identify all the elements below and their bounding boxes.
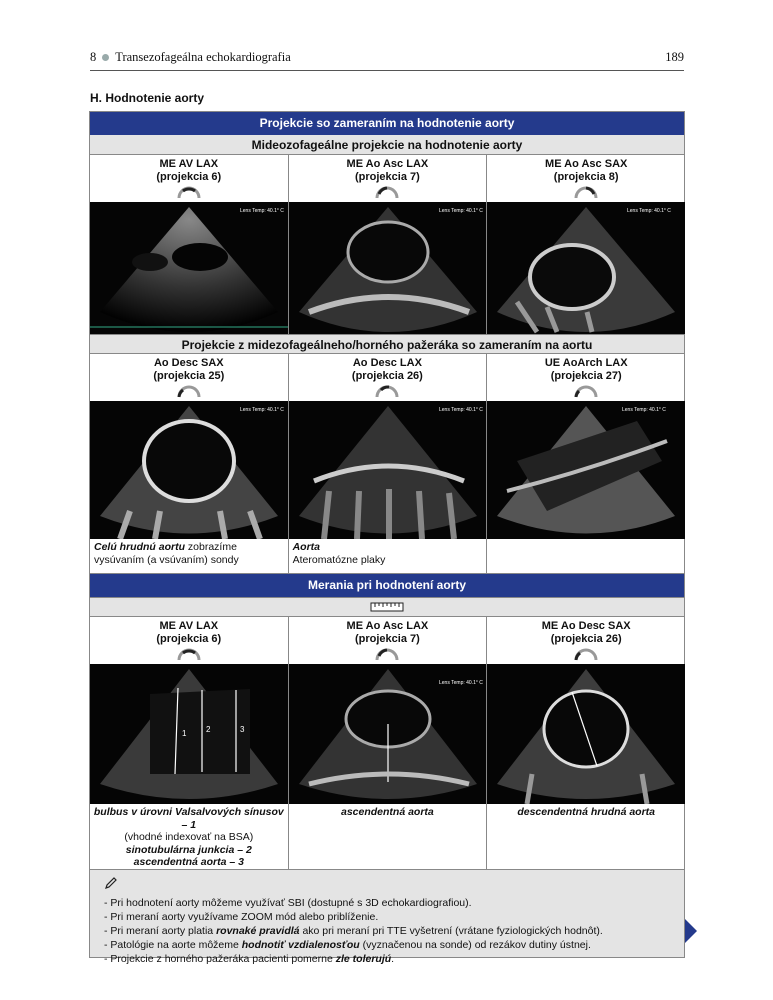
view-projection: (projekcia 26) <box>550 633 622 645</box>
probe-angle-icon <box>375 186 399 199</box>
view-projection: (projekcia 25) <box>153 370 225 382</box>
note-item: - Pri hodnotení aorty môžeme využívať SBI (dostupné s 3D echokardiografiou). <box>104 896 670 910</box>
echo-image <box>289 401 487 539</box>
view-cell <box>487 354 685 573</box>
caption-bold: Aorta <box>292 541 321 553</box>
group2-title: Projekcie z midezofageálneho/horného pažeráka so zameraním na aortu <box>90 334 684 354</box>
measure-caption <box>90 804 288 869</box>
caption <box>289 539 487 573</box>
probe-angle-icon <box>177 186 201 199</box>
view-projection: (projekcia 7) <box>354 633 420 645</box>
measure-caption <box>289 804 487 819</box>
section-title: H. Hodnotenie aorty <box>90 91 205 105</box>
measure-label: 3 <box>240 725 245 734</box>
measure-label: 1 <box>182 729 187 738</box>
caption-bold: Celú hrudnú aortu <box>94 541 185 553</box>
measure-label: 2 <box>206 725 211 734</box>
view-projection: (projekcia 27) <box>550 370 622 382</box>
view-projection: (projekcia 26) <box>351 370 423 382</box>
caption-bold: descendentná hrudná aorta <box>517 806 656 818</box>
echo-image <box>487 664 685 804</box>
lens-temp-label: Lens Temp: 40.1° C <box>438 680 483 686</box>
group1-row <box>90 155 684 334</box>
view-name: ME AV LAX <box>159 620 219 632</box>
view-name: ME Ao Asc SAX <box>545 158 628 170</box>
view-cell <box>487 155 685 334</box>
view-projection: (projekcia 7) <box>354 171 420 183</box>
view-name: UE AoArch LAX <box>544 357 628 369</box>
caption <box>487 539 685 573</box>
caption-text: (vhodné indexovať na BSA) <box>124 831 254 843</box>
note-emphasis: zle tolerujú <box>335 952 392 965</box>
lens-temp-label: Lens Temp: 40.1° C <box>240 407 284 413</box>
note-item: - Pri meraní aorty využívame ZOOM mód alebo priblíženie. <box>104 910 670 924</box>
note-text: (vyznačenou na sonde) od rezákov dutiny ústnej. <box>359 938 591 951</box>
note-text: Projekcie z horného pažeráka pacienti pomerne <box>110 952 336 965</box>
ruler-icon <box>370 601 404 613</box>
lens-temp-label: Lens Temp: 40.1° C <box>627 208 672 214</box>
notes-box <box>90 869 684 965</box>
echo-image <box>90 401 288 539</box>
view-cell <box>90 155 289 334</box>
lens-temp-label: Lens Temp: 40.1° C <box>240 208 284 214</box>
probe-angle-icon <box>177 385 201 398</box>
chapter-title: Transezofageálna echokardiografia <box>115 50 291 64</box>
view-cell <box>90 617 289 869</box>
echo-image <box>289 202 487 334</box>
caption <box>90 539 288 573</box>
measure-title: Merania pri hodnotení aorty <box>90 574 684 597</box>
probe-angle-icon <box>574 186 598 199</box>
view-name: Ao Desc LAX <box>352 357 422 369</box>
ruler-bar <box>90 597 684 617</box>
page-marker-arrow <box>685 919 697 943</box>
group2-row <box>90 354 684 574</box>
lens-temp-label: Lens Temp: 40.1° C <box>438 407 483 413</box>
echo-image <box>487 401 685 539</box>
note-text: . <box>391 952 395 965</box>
running-title <box>90 50 291 65</box>
view-cell <box>90 354 289 573</box>
page-number: 189 <box>665 50 684 64</box>
measure-caption <box>487 804 685 819</box>
pencil-icon <box>104 876 118 890</box>
lens-temp-label: Lens Temp: 40.1° C <box>438 208 483 214</box>
note-emphasis: rovnaké pravidlá <box>216 924 300 937</box>
aorta-table <box>89 111 685 965</box>
caption-text: zobrazíme vysúvaním (a vsúvaním) sondy <box>94 541 239 566</box>
note-text: ako pri meraní pri TTE vyšetrení (vrátane fyziologických hodnôt). <box>299 924 603 937</box>
probe-angle-icon <box>574 385 598 398</box>
probe-angle-icon <box>375 648 399 661</box>
note-item <box>104 924 670 938</box>
view-cell <box>487 617 685 869</box>
note-text: Patológie na aorte môžeme <box>110 938 242 951</box>
view-cell <box>289 617 488 869</box>
probe-angle-icon <box>375 385 399 398</box>
note-item <box>104 938 670 952</box>
caption-bold: bulbus v úrovni Valsalvových sínusov – 1 <box>93 806 284 831</box>
note-item <box>104 952 670 966</box>
echo-image <box>487 202 685 334</box>
view-name: ME Ao Asc LAX <box>346 620 429 632</box>
echo-image <box>289 664 487 804</box>
probe-angle-icon <box>574 648 598 661</box>
view-projection: (projekcia 6) <box>156 633 222 645</box>
caption-bold: ascendentná aorta – 3 <box>133 856 244 868</box>
probe-angle-icon <box>177 648 201 661</box>
caption-bold: sinotubulárna junkcia – 2 <box>125 843 252 856</box>
note-emphasis: hodnotiť vzdialenosťou <box>241 938 360 951</box>
caption-text: Ateromatózne plaky <box>292 554 386 566</box>
view-name: Ao Desc SAX <box>153 357 224 369</box>
chapter-number: 8 <box>90 50 97 64</box>
lens-temp-label: Lens Temp: 40.1° C <box>622 407 667 413</box>
group1-title: Mideozofageálne projekcie na hodnotenie aorty <box>90 135 684 155</box>
table-title: Projekcie so zameraním na hodnotenie aorty <box>90 112 684 135</box>
measure-row <box>90 617 684 869</box>
view-name: ME Ao Asc LAX <box>346 158 429 170</box>
caption-bold: ascendentná aorta <box>340 806 434 818</box>
view-cell <box>289 155 488 334</box>
view-cell <box>289 354 488 573</box>
page-header <box>90 47 684 71</box>
view-projection: (projekcia 6) <box>156 171 222 183</box>
echo-image <box>90 664 288 804</box>
view-name: ME AV LAX <box>159 158 219 170</box>
bullet-dot <box>102 54 109 61</box>
view-projection: (projekcia 8) <box>553 171 619 183</box>
note-text: Pri meraní aorty platia <box>110 924 217 937</box>
view-name: ME Ao Desc SAX <box>541 620 631 632</box>
echo-image <box>90 202 288 334</box>
